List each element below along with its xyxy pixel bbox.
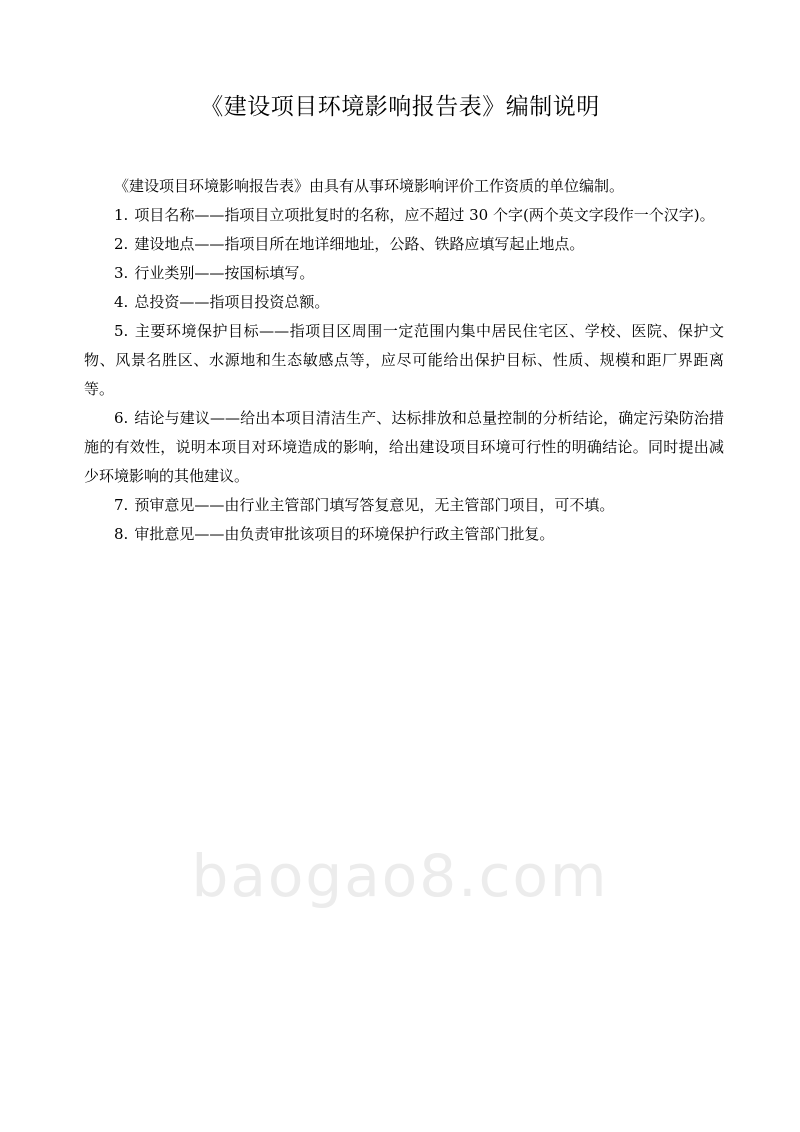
- document-body: [84, 172, 724, 549]
- item-text: 行业类别——按国标填写。: [134, 264, 315, 282]
- item-text: 结论与建议——给出本项目清洁生产、达标排放和总量控制的分析结论，确定污染防治措施的有效性，说明本项目对环境造成的影响，给出建设项目环境可行性的明确结论。同时提出减少环境影响的其他建议。: [84, 409, 724, 485]
- watermark: baogao8.com: [191, 842, 609, 910]
- item-text: 建设地点——指项目所在地详细地址，公路、铁路应填写起止地点。: [134, 235, 585, 253]
- intro-paragraph: 《建设项目环境影响报告表》由具有从事环境影响评价工作资质的单位编制。: [114, 177, 625, 195]
- item-text: 主要环境保护目标——指项目区周围一定范围内集中居民住宅区、学校、医院、保护文物、风景名胜区、水源地和生态敏感点等，应尽可能给出保护目标、性质、规模和距厂界距离等。: [84, 322, 724, 398]
- item-3: [84, 259, 724, 288]
- item-number: 3.: [114, 264, 129, 282]
- item-5: [84, 317, 724, 404]
- item-7: [84, 491, 724, 520]
- document-title: 《建设项目环境影响报告表》编制说明: [200, 94, 600, 120]
- item-number: 6.: [114, 409, 129, 427]
- item-number: 1.: [114, 206, 129, 224]
- item-text: 项目名称——指项目立项批复时的名称，应不超过 30 个字(两个英文字段作一个汉字)。: [134, 206, 715, 224]
- item-2: [84, 230, 724, 259]
- item-text: 预审意见——由行业主管部门填写答复意见，无主管部门项目，可不填。: [134, 496, 615, 514]
- item-6: [84, 404, 724, 491]
- item-number: 2.: [114, 235, 129, 253]
- item-text: 审批意见——由负责审批该项目的环境保护行政主管部门批复。: [134, 525, 555, 543]
- item-1: [84, 201, 724, 230]
- item-8: [84, 520, 724, 549]
- item-text: 总投资——指项目投资总额。: [134, 293, 330, 311]
- item-number: 4.: [114, 293, 129, 311]
- item-number: 8.: [114, 525, 129, 543]
- item-number: 7.: [114, 496, 129, 514]
- item-number: 5.: [114, 322, 129, 340]
- item-4: [84, 288, 724, 317]
